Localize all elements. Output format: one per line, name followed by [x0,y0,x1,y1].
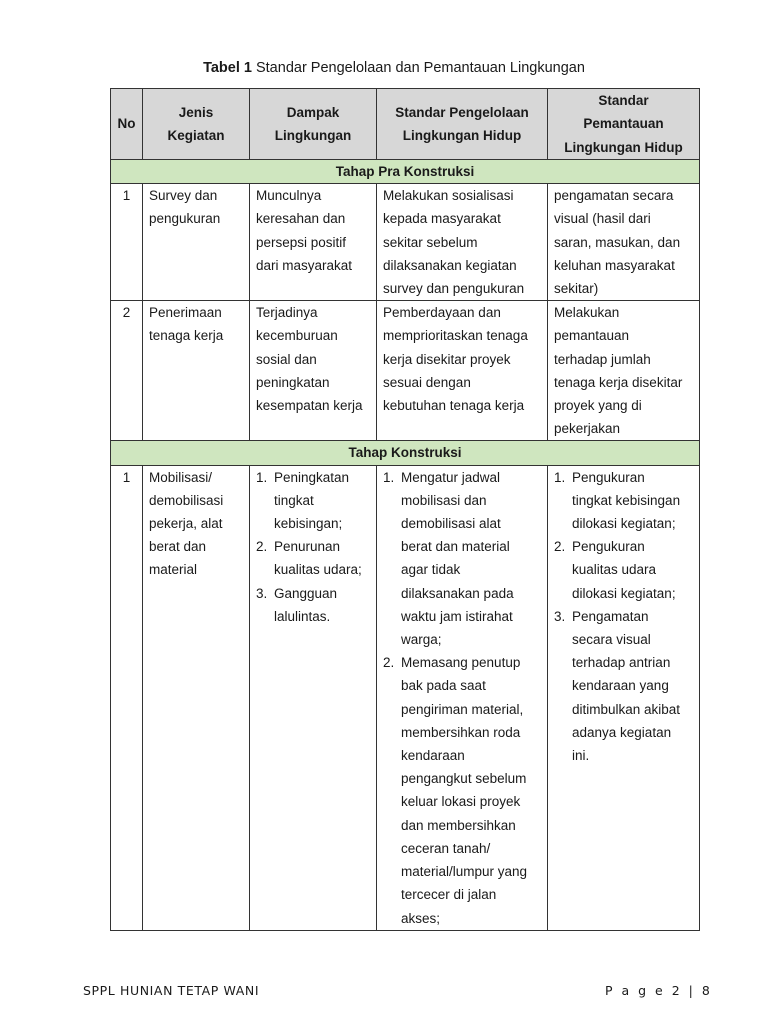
cell-line: Munculnya [256,188,322,204]
cell-line: pekerja, alat [149,516,223,532]
list-number: 1. [383,469,395,485]
list-item [554,466,693,536]
cell-line: kepada masyarakat [383,211,501,227]
cell-line: Terjadinya [256,305,318,321]
cell-line: sosial dan [256,351,317,367]
cell-line: memprioritaskan tenaga [383,328,528,344]
list-number: 1. [554,469,566,485]
cell-line: sesuai dengan [383,374,471,390]
cell-line: keresahan dan [256,211,346,227]
list-item [554,605,693,767]
cell-line: Mobilisasi/ [149,469,213,485]
list-line: demobilisasi alat [401,516,501,532]
list-line: Gangguan [274,585,338,601]
list-number: 1. [256,469,268,485]
list-item [383,466,541,652]
cell-line: sekitar) [554,281,599,297]
cell-standar-pemantauan [548,301,700,441]
list-line: berat dan material [401,539,510,555]
cell-line: kecemburuan [256,328,338,344]
stage-row [111,160,700,184]
cell-line: tenaga kerja [149,328,224,344]
list-line: secara visual [572,632,651,648]
list-line: pengangkut sebelum [401,771,527,787]
list-line: tingkat [274,492,314,508]
cell-line: tenaga kerja disekitar [554,374,683,390]
cell-line: material [149,562,198,578]
list-line: mobilisasi dan [401,492,487,508]
list-number: 2. [256,539,268,555]
list-line: tingkat kebisingan [572,492,681,508]
header-jenis-kegiatan: Jenis Kegiatan [143,89,250,160]
list-line: Pengukuran [572,469,645,485]
cell-line: Melakukan [554,305,620,321]
list-line: dilokasi kegiatan; [572,516,676,532]
cell-jenis-kegiatan [143,301,250,441]
list-line: kebisingan; [274,516,343,532]
cell-standar-pengelolaan [377,465,548,930]
list-line: Penurunan [274,539,341,555]
cell-line: proyek yang di [554,398,642,414]
cell-line: survey dan pengukuran [383,281,525,297]
caption-title: Standar Pengelolaan dan Pemantauan Lingkungan [255,60,585,76]
list-line: ceceran tanah/ [401,840,491,856]
table-row [111,301,700,441]
list-line: kualitas udara; [274,562,362,578]
list-line: keluar lokasi proyek [401,794,521,810]
list-line: Memasang penutup [401,655,521,671]
list-line: terhadap antrian [572,655,671,671]
list-line: kendaraan yang [572,678,669,694]
cell-line: saran, masukan, dan [554,234,681,250]
caption-label: Tabel 1 [203,60,252,76]
header-dampak-lingkungan: Dampak Lingkungan [250,89,377,160]
list-line: Mengatur jadwal [401,469,501,485]
cell-line: Melakukan sosialisasi [383,188,514,204]
footer-document-title: SPPL HUNIAN TETAP WANI [83,983,260,998]
stage-title: Tahap Konstruksi [111,441,700,465]
cell-line: pekerjakan [554,421,621,437]
cell-line: sekitar sebelum [383,234,478,250]
cell-line: terhadap jumlah [554,351,651,367]
table-row [111,465,700,930]
list-item [256,466,370,536]
list-line: adanya kegiatan [572,724,672,740]
list-item [383,651,541,929]
list-line: Pengamatan [572,608,649,624]
cell-line: kesempatan kerja [256,398,363,414]
numbered-list [554,466,693,768]
list-line: Pengukuran [572,539,645,555]
list-line: kendaraan [401,748,465,764]
cell-line: demobilisasi [149,492,224,508]
list-number: 3. [554,608,566,624]
cell-line: kebutuhan tenaga kerja [383,398,525,414]
cell-no: 1 [111,184,143,301]
cell-line: peningkatan [256,374,330,390]
list-number: 2. [554,539,566,555]
cell-jenis-kegiatan [143,465,250,930]
cell-line: dilaksanakan kegiatan [383,257,517,273]
cell-line: keluhan masyarakat [554,257,675,273]
cell-line: Penerimaan [149,305,222,321]
stage-title: Tahap Pra Konstruksi [111,160,700,184]
list-number: 3. [256,585,268,601]
cell-line: kerja disekitar proyek [383,351,511,367]
cell-standar-pemantauan [548,465,700,930]
header-row [111,89,700,160]
cell-line: persepsi positif [256,234,347,250]
stage-row [111,441,700,465]
footer-page-number: P a g e 2 | 8 [605,983,713,998]
list-line: warga; [401,632,442,648]
list-item [554,535,693,605]
cell-line: berat dan [149,539,207,555]
cell-line: Pemberdayaan dan [383,305,501,321]
cell-jenis-kegiatan [143,184,250,301]
cell-dampak-lingkungan [250,184,377,301]
cell-no: 2 [111,301,143,441]
cell-line: pemantauan [554,328,630,344]
numbered-list [256,466,370,628]
list-line: tercecer di jalan [401,887,497,903]
cell-standar-pemantauan [548,184,700,301]
header-standar-pemantauan: Standar Pemantauan Lingkungan Hidup [548,89,700,160]
list-line: dilaksanakan pada [401,585,514,601]
list-item [256,535,370,581]
cell-standar-pengelolaan [377,184,548,301]
list-line: bak pada saat [401,678,486,694]
list-line: waktu jam istirahat [401,608,513,624]
cell-dampak-lingkungan [250,465,377,930]
list-line: akses; [401,910,441,926]
cell-line: dari masyarakat [256,257,353,273]
environment-standards-table [110,88,700,931]
list-line: ditimbulkan akibat [572,701,681,717]
cell-line: pengamatan secara [554,188,674,204]
header-standar-pengelolaan: Standar Pengelolaan Lingkungan Hidup [377,89,548,160]
list-line: agar tidak [401,562,461,578]
cell-line: Survey dan [149,188,218,204]
cell-dampak-lingkungan [250,301,377,441]
list-line: ini. [572,748,590,764]
list-line: kualitas udara [572,562,657,578]
table-body [111,160,700,931]
cell-standar-pengelolaan [377,301,548,441]
list-line: pengiriman material, [401,701,524,717]
numbered-list [383,466,541,930]
list-line: dilokasi kegiatan; [572,585,676,601]
table-caption [0,59,768,77]
cell-line: pengukuran [149,211,221,227]
list-line: material/lumpur yang [401,864,528,880]
list-line: lalulintas. [274,608,331,624]
list-line: Peningkatan [274,469,350,485]
table-row [111,184,700,301]
cell-no: 1 [111,465,143,930]
list-number: 2. [383,655,395,671]
cell-line: visual (hasil dari [554,211,651,227]
list-item [256,582,370,628]
list-line: membersihkan roda [401,724,521,740]
header-no: No [111,89,143,160]
list-line: dan membersihkan [401,817,516,833]
